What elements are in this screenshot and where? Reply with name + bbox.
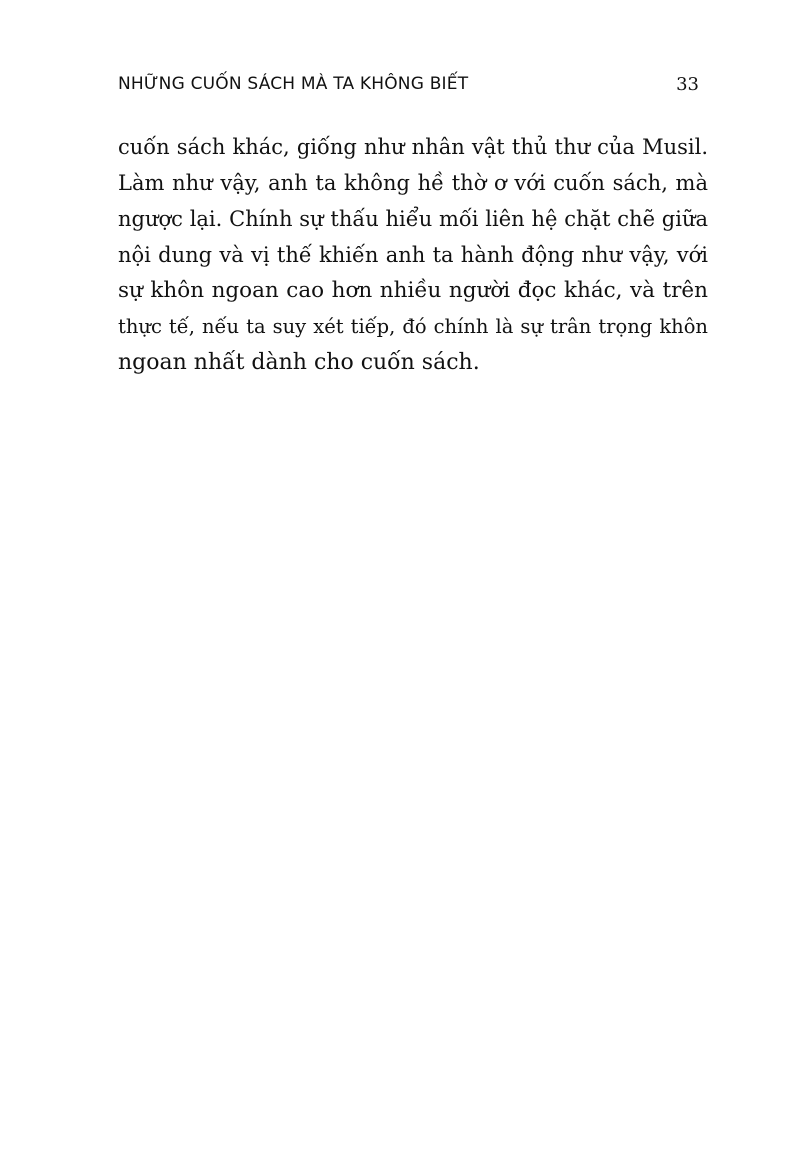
text-line: sự khôn ngoan cao hơn nhiều người đọc khác, và trên [118, 278, 708, 303]
text-line: nội dung và vị thế khiến anh ta hành động như vậy, với [118, 243, 708, 267]
text-line: ngược lại. Chính sự thấu hiểu mối liên hệ chặt chẽ giữa [118, 207, 708, 231]
text-line: Làm như vậy, anh ta không hề thờ ơ với cuốn sách, mà [118, 171, 708, 195]
page-number: 33 [676, 74, 699, 95]
text-line: ngoan nhất dành cho cuốn sách. [118, 350, 480, 375]
running-header-title: NHỮNG CUỐN SÁCH MÀ TA KHÔNG BIẾT [118, 74, 469, 94]
text-line: cuốn sách khác, giống như nhân vật thủ thư của Musil. [118, 135, 708, 159]
text-line: thực tế, nếu ta suy xét tiếp, đó chính là sự trân trọng khôn [118, 315, 708, 338]
body-paragraph [118, 129, 708, 381]
